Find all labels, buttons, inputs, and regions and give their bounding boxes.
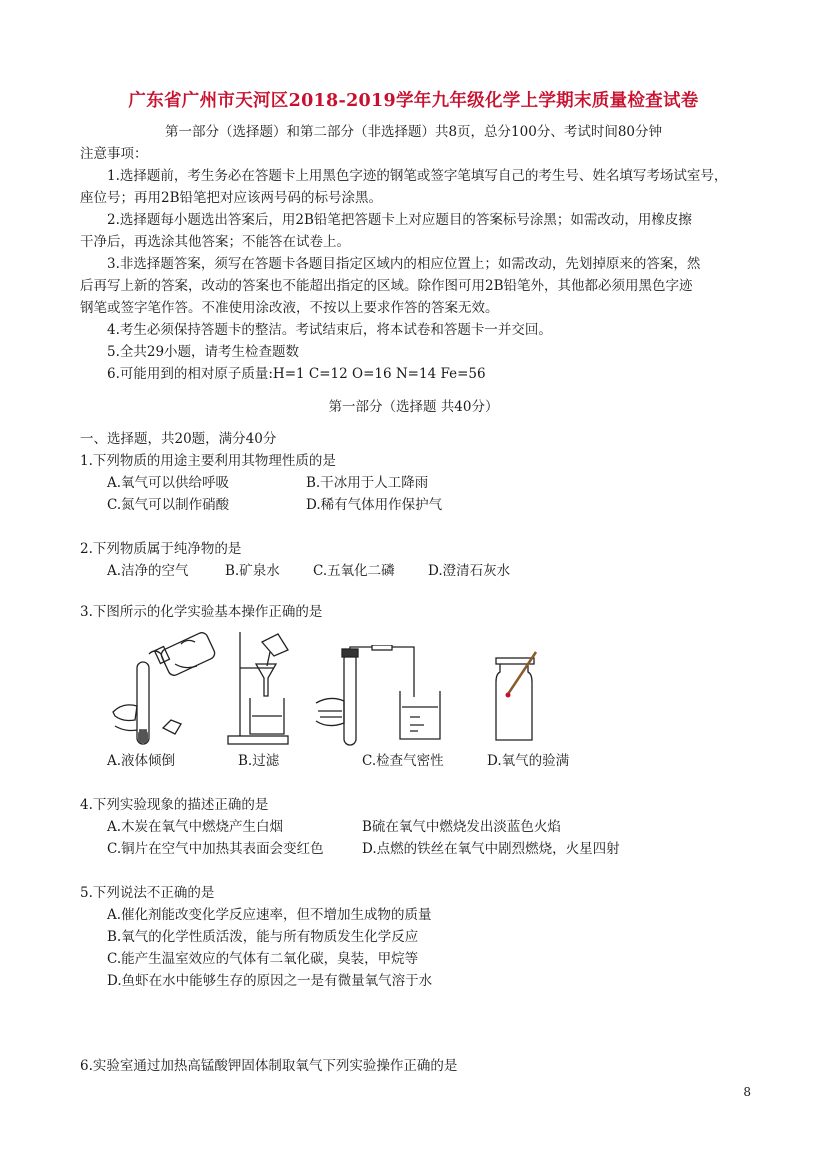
note-line: 干净后，再选涂其他答案；不能答在试卷上。 [80,234,350,250]
note-line: 2.选择题每小题选出答案后，用2B铅笔把答题卡上对应题目的答案标号涂黑；如需改动，用橡皮擦 [107,212,692,228]
question-option: A.洁净的空气 [107,563,189,579]
question-option: C.能产生温室效应的气体有二氧化碳，臭装，甲烷等 [107,951,419,967]
question-stem: 1.下列物质的用途主要利用其物理性质的是 [80,453,336,469]
question-stem: 4.下列实验现象的描述正确的是 [80,797,269,813]
question-option: B.氧气的化学性质活泼，能与所有物质发生化学反应 [107,929,419,945]
question-option: B.干冰用于人工降雨 [306,475,429,491]
note-line: 钢笔或签字笔作答。不准使用涂改液，不按以上要求作答的答案无效。 [80,300,499,316]
question-stem: 5.下列说法不正确的是 [80,885,215,901]
question-stem: 2.下列物质属于纯净物的是 [80,541,242,557]
exam-subtitle: 第一部分（选择题）和第二部分（非选择题）共8页，总分100分、考试时间80分钟 [164,124,663,140]
figure-oxygen-full-check [490,650,560,745]
question-option: A.木炭在氧气中燃烧产生白烟 [107,819,284,835]
question-option: A.液体倾倒 [107,753,176,769]
figure-liquid-pouring [103,632,223,752]
figure-airtightness-check [314,645,454,750]
question-stem: 3.下图所示的化学实验基本操作正确的是 [80,604,323,620]
question-option: A.氧气可以供给呼吸 [107,475,230,491]
question-option: A.催化剂能改变化学反应速率，但不增加生成物的质量 [107,907,432,923]
section-heading: 一、选择题，共20题，满分40分 [80,431,277,447]
question-option: B硫在氧气中燃烧发出淡蓝色火焰 [362,819,561,835]
question-option: D.点燃的铁丝在氧气中剧烈燃烧，火星四射 [362,841,620,857]
exam-title: 广东省广州市天河区2018-2019学年九年级化学上学期末质量检查试卷 [128,91,699,111]
question-stem: 6.实验室通过加热高锰酸钾固体制取氧气下列实验操作正确的是 [80,1058,458,1074]
question-option: D.氧气的验满 [487,753,570,769]
note-line: 4.考生必须保持答题卡的整洁。考试结束后，将本试卷和答题卡一并交回。 [107,322,552,338]
question-option: D.稀有气体用作保护气 [306,497,443,513]
question-option: C.铜片在空气中加热其表面会变红色 [107,841,324,857]
question-option: C.氮气可以制作硝酸 [107,497,230,513]
note-line: 3.非选择题答案，须写在答题卡各题目指定区域内的相应位置上；如需改动，先划掉原来的答案，然 [107,256,701,272]
page-number: 8 [743,1085,751,1099]
question-option: D.澄清石灰水 [428,563,511,579]
question-option: C.五氧化二磷 [313,563,395,579]
question-option: B.矿泉水 [225,563,280,579]
note-line: 座位号；再用2B铅笔把对应该两号码的标号涂黑。 [80,190,383,206]
notes-heading: 注意事项： [80,146,148,162]
question-option: C.检查气密性 [362,753,444,769]
question-option: D.鱼虾在水中能够生存的原因之一是有微量氧气溶于水 [107,973,433,989]
note-line: 后再写上新的答案，改动的答案也不能超出指定的区域。除作图可用2B铅笔外，其他都必须用黑色字迹 [80,278,693,294]
note-line: 6.可能用到的相对原子质量:H=1 C=12 O=16 N=14 Fe=56 [107,366,486,382]
note-line: 5.全共29小题，请考生检查题数 [107,344,300,360]
question-option: B.过滤 [238,753,280,769]
part-heading: 第一部分（选择题 共40分） [328,399,499,415]
note-line: 1.选择题前，考生务必在答题卡上用黑色字迹的钢笔或签字笔填写自己的考生号、姓名填写考场试室号， [107,168,728,184]
